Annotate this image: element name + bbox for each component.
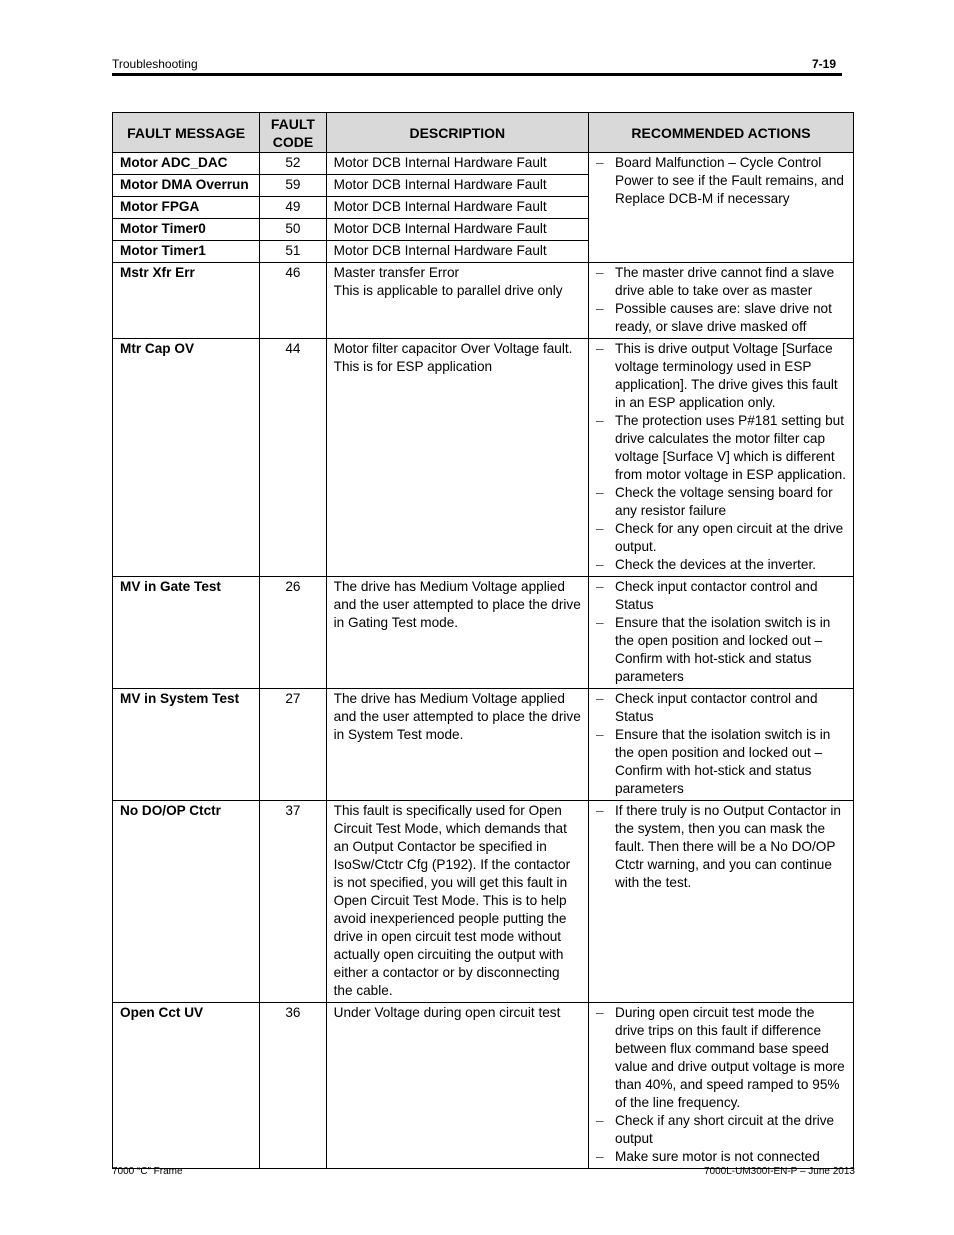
fault-message: Motor Timer1 — [113, 241, 260, 263]
description-line: Motor filter capacitor Over Voltage fault. — [333, 341, 573, 356]
fault-code: 27 — [260, 689, 326, 801]
fault-code: 51 — [260, 241, 326, 263]
recommended-actions — [589, 339, 854, 577]
recommended-actions — [589, 689, 854, 801]
fault-description: Motor DCB Internal Hardware Fault — [326, 219, 588, 241]
fault-code: 59 — [260, 175, 326, 197]
fault-description: The drive has Medium Voltage applied and the user attempted to place the drive in Gating Test mode. — [326, 577, 588, 689]
fault-description: Motor DCB Internal Hardware Fault — [326, 241, 588, 263]
action-item: – Ensure that the isolation switch is in the open position and locked out – Confirm with hot-stick and status parameters — [596, 726, 846, 798]
fault-description: Motor DCB Internal Hardware Fault — [326, 153, 588, 175]
action-item: – Make sure motor is not connected — [596, 1148, 846, 1166]
table-row — [113, 1003, 854, 1169]
fault-code: 52 — [260, 153, 326, 175]
fault-code: 37 — [260, 801, 326, 1003]
action-item: – Check input contactor control and Status — [596, 690, 846, 726]
table-row — [113, 577, 854, 689]
fault-description — [326, 339, 588, 577]
column-header-fault-message: FAULT MESSAGE — [113, 113, 260, 153]
fault-message: MV in System Test — [113, 689, 260, 801]
action-item: – Check the devices at the inverter. — [596, 556, 846, 574]
fault-code: 46 — [260, 263, 326, 339]
footer-product: 7000 “C” Frame — [112, 1166, 183, 1177]
column-header-fault-code: FAULT CODE — [260, 113, 326, 153]
action-item: – Check input contactor control and Status — [596, 578, 846, 614]
fault-message: Motor Timer0 — [113, 219, 260, 241]
fault-message: MV in Gate Test — [113, 577, 260, 689]
recommended-actions — [589, 577, 854, 689]
fault-code: 49 — [260, 197, 326, 219]
fault-message: Motor DMA Overrun — [113, 175, 260, 197]
table-row — [113, 339, 854, 577]
fault-code: 50 — [260, 219, 326, 241]
action-item: – The master drive cannot find a slave drive able to take over as master — [596, 264, 846, 300]
action-item: – If there truly is no Output Contactor in the system, then you can mask the fault. Then there will be a No DO/OP Ctctr warning, and you can continue with the test. — [596, 802, 846, 892]
action-item: – Check if any short circuit at the drive output — [596, 1112, 846, 1148]
running-header-section: Troubleshooting — [112, 57, 198, 71]
header-rule — [112, 73, 842, 76]
action-item: – Possible causes are: slave drive not ready, or slave drive masked off — [596, 300, 846, 336]
recommended-actions — [589, 801, 854, 1003]
fault-message: Mstr Xfr Err — [113, 263, 260, 339]
fault-message: Motor FPGA — [113, 197, 260, 219]
fault-description: Motor DCB Internal Hardware Fault — [326, 175, 588, 197]
table-row — [113, 263, 854, 339]
description-line: This is for ESP application — [333, 359, 493, 374]
recommended-actions — [589, 1003, 854, 1169]
fault-message: Motor ADC_DAC — [113, 153, 260, 175]
action-item: – Check the voltage sensing board for any resistor failure — [596, 484, 846, 520]
fault-message: Mtr Cap OV — [113, 339, 260, 577]
footer-publication: 7000L-UM300I-EN-P – June 2013 — [703, 1166, 855, 1177]
recommended-actions — [589, 263, 854, 339]
action-item: – The protection uses P#181 setting but drive calculates the motor filter cap voltage [Surface V] which is different from motor voltage in ESP application. — [596, 412, 846, 484]
fault-code: 44 — [260, 339, 326, 577]
fault-message: Open Cct UV — [113, 1003, 260, 1169]
page-number: 7-19 — [811, 57, 836, 71]
action-item: – Ensure that the isolation switch is in the open position and locked out – Confirm with hot-stick and status parameters — [596, 614, 846, 686]
action-item: – During open circuit test mode the drive trips on this fault if difference between flux command base speed value and drive output voltage is more than 40%, and speed ramped to 95% of the line frequency. — [596, 1004, 846, 1112]
action-item: – Board Malfunction – Cycle Control Power to see if the Fault remains, and Replace DCB-M if necessary — [596, 154, 846, 208]
action-item: – Check for any open circuit at the drive output. — [596, 520, 846, 556]
fault-description: The drive has Medium Voltage applied and the user attempted to place the drive in System Test mode. — [326, 689, 588, 801]
action-item: – This is drive output Voltage [Surface voltage terminology used in ESP application]. The drive gives this fault in an ESP application only. — [596, 340, 846, 412]
fault-description: Motor DCB Internal Hardware Fault — [326, 197, 588, 219]
recommended-actions — [589, 153, 854, 263]
fault-description — [326, 263, 588, 339]
description-line: This is applicable to parallel drive only — [333, 283, 563, 298]
table-row — [113, 801, 854, 1003]
fault-code: 36 — [260, 1003, 326, 1169]
fault-message: No DO/OP Ctctr — [113, 801, 260, 1003]
fault-table — [112, 112, 854, 1169]
fault-description: This fault is specifically used for Open Circuit Test Mode, which demands that an Output Contactor be specified in IsoSw/Ctctr Cfg (P192). If the contactor is not specified, you will get this fault in Open Circuit Test Mode. This is to help avoid inexperienced people putting the drive in open circuit test mode without actually open circuiting the output with either a contactor or by disconnecting the cable. — [326, 801, 588, 1003]
table-row — [113, 689, 854, 801]
description-line: Master transfer Error — [333, 265, 460, 280]
column-header-recommended-actions: RECOMMENDED ACTIONS — [589, 113, 854, 153]
table-header-row — [113, 113, 854, 153]
table-row — [113, 153, 854, 175]
fault-code: 26 — [260, 577, 326, 689]
column-header-description: DESCRIPTION — [326, 113, 588, 153]
fault-description: Under Voltage during open circuit test — [326, 1003, 588, 1169]
